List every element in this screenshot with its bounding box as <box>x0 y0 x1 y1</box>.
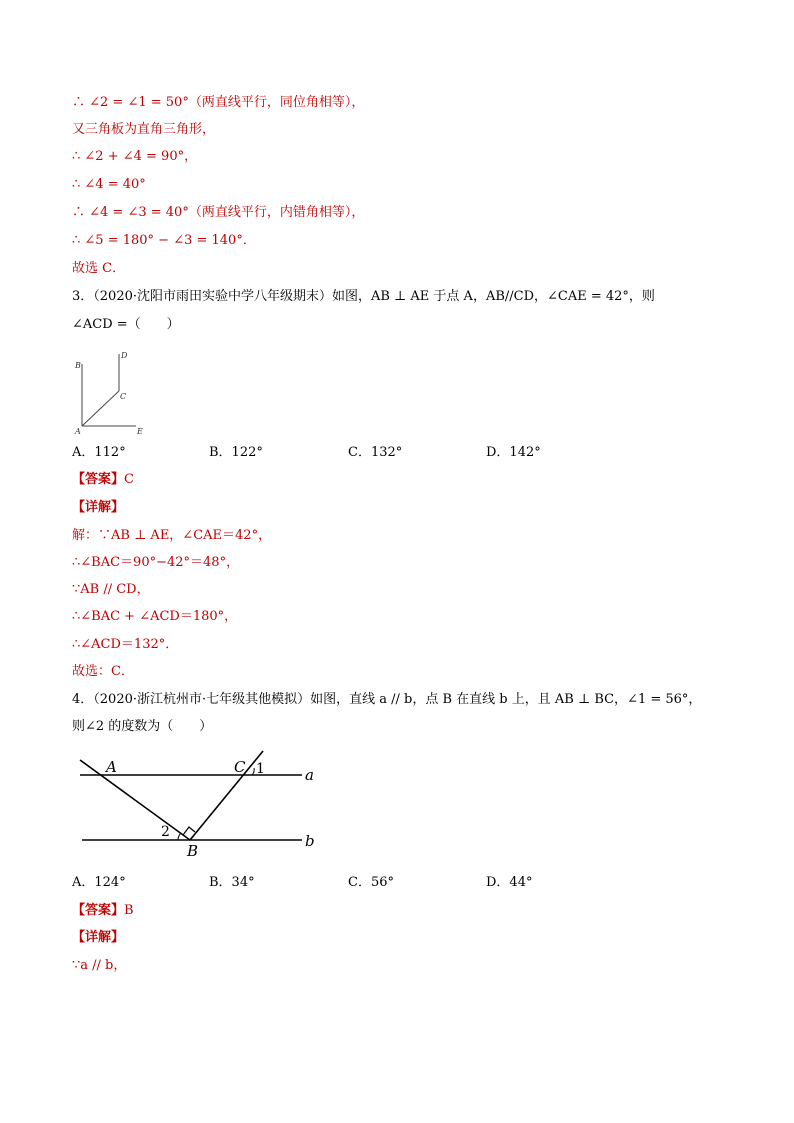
line-ac <box>82 391 119 426</box>
label-b: B <box>75 361 81 370</box>
label-line-a: a <box>305 766 314 784</box>
q3-stem: 3．（2020·沈阳市雨田实验中学八年级期末）如图，AB ⊥ AE 于点 A，AB//CD，∠CAE = 42°，则 <box>72 289 655 304</box>
label-c-point: C <box>234 758 246 776</box>
q3-solution-line: 故选：C． <box>72 664 134 679</box>
q3-answer <box>72 471 134 489</box>
q3-solution-line: 解：∵AB ⊥ AE，∠CAE＝42°， <box>72 528 272 543</box>
q3-solution-line: ∴∠BAC + ∠ACD＝180°， <box>72 609 238 624</box>
angle2-arc <box>178 833 181 840</box>
solution-line: ∴ ∠2 + ∠4 = 90°， <box>72 149 198 164</box>
label-line-b: b <box>305 832 315 850</box>
q4-solution-line: ∵a // b， <box>72 958 127 973</box>
label-angle-1: 1 <box>256 761 265 777</box>
q4-option-d: D．44° <box>486 875 533 890</box>
q3-stem-cont: ∠ACD =（ ） <box>72 317 180 332</box>
line-ab <box>80 760 190 840</box>
right-angle-mark <box>183 827 195 835</box>
q3-option-a: A．112° <box>72 445 126 460</box>
q4-option-b: B．34° <box>209 875 255 890</box>
solution-line: ∴ ∠4 = 40° <box>72 177 146 192</box>
q4-option-c: C．56° <box>348 875 394 890</box>
q3-solution-line: ∵AB // CD， <box>72 582 150 597</box>
solution-line: 故选 C． <box>72 261 126 276</box>
q3-solution-line: ∴∠BAC＝90°−42°＝48°， <box>72 555 240 570</box>
solution-line: 又三角板为直角三角形， <box>72 122 216 137</box>
label-a-point: A <box>106 758 117 776</box>
q3-detail-tag: 【详解】 <box>72 500 125 515</box>
q4-stem: 4．（2020·浙江杭州市·七年级其他模拟）如图，直线 a // b，点 B 在直线 b 上，且 AB ⊥ BC，∠1 = 56°， <box>72 692 702 707</box>
label-e: E <box>137 427 143 436</box>
label-d: D <box>121 351 128 360</box>
q3-option-b: B．122° <box>209 445 263 460</box>
label-angle-2: 2 <box>161 824 170 840</box>
q3-option-d: D．142° <box>486 445 541 460</box>
q3-solution-line: ∴∠ACD＝132°． <box>72 637 179 652</box>
line-bc <box>190 751 263 840</box>
label-b-point: B <box>187 842 199 860</box>
q3-figure <box>70 346 154 438</box>
answer-tag: 【答案】 <box>72 903 125 918</box>
q4-option-a: A．124° <box>72 875 126 890</box>
label-c: C <box>120 392 127 401</box>
q4-stem-cont: 则∠2 的度数为（ ） <box>72 719 213 734</box>
answer-value: C <box>124 472 134 487</box>
answer-value: B <box>124 903 134 918</box>
q4-figure <box>70 748 330 860</box>
solution-line: ∴ ∠5 = 180° − ∠3 = 140°． <box>72 233 256 248</box>
q3-option-c: C．132° <box>348 445 403 460</box>
q4-answer <box>72 902 134 920</box>
q4-detail-tag: 【详解】 <box>72 930 125 945</box>
solution-line: ∴ ∠4 = ∠3 = 40°（两直线平行，内错角相等）， <box>72 205 365 220</box>
label-a: A <box>75 427 81 436</box>
solution-line: ∴ ∠2 = ∠1 = 50°（两直线平行，同位角相等）， <box>72 95 365 110</box>
answer-tag: 【答案】 <box>72 472 125 487</box>
angle1-arc <box>252 768 254 775</box>
